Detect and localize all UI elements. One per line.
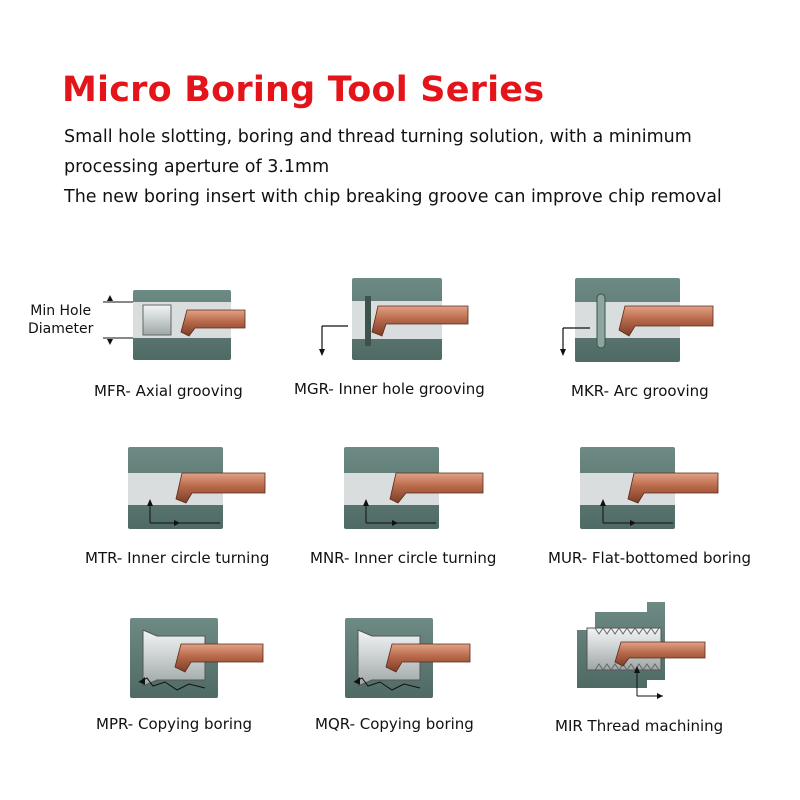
inner-circle-turning-mnr-illustration [298,445,538,545]
tool-mur-label: MUR- Flat-bottomed boring [548,549,752,567]
tool-mkr-diagram [545,276,785,426]
inner-hole-grooving-illustration [290,276,530,376]
tool-mfr-label: MFR- Axial grooving [94,382,243,400]
tool-mpr-label: MPR- Copying boring [96,715,253,733]
description-line-2: processing aperture of 3.1mm [64,157,330,177]
tool-mir-diagram [555,598,795,748]
tool-mtr-label: MTR- Inner circle turning [85,549,270,567]
tool-mpr-diagram [95,612,335,762]
tool-mgr-label: MGR- Inner hole grooving [294,380,485,398]
description-line-3: The new boring insert with chip breaking groove can improve chip removal [64,187,722,207]
description-line-1: Small hole slotting, boring and thread turning solution, with a minimum [64,127,692,147]
inner-circle-turning-mtr-illustration [80,445,320,545]
tool-mqr-diagram [310,612,550,762]
tool-mqr-label: MQR- Copying boring [315,715,474,733]
page-title: Micro Boring Tool Series [62,70,545,110]
min-hole-diameter-annotation [28,302,93,338]
tool-mnr-diagram [298,445,538,595]
copying-boring-mqr-illustration [310,612,550,712]
tool-mkr-label: MKR- Arc grooving [571,382,709,400]
tool-mgr-diagram [290,276,530,426]
tool-mtr-diagram [80,445,320,595]
thread-machining-illustration [555,598,795,708]
annotation-line-2: Diameter [28,321,94,337]
tool-mir-label: MIR Thread machining [555,717,724,735]
arc-grooving-illustration [545,276,785,376]
flat-bottomed-boring-illustration [548,445,788,545]
tool-mur-diagram [548,445,788,595]
tool-mnr-label: MNR- Inner circle turning [310,549,497,567]
copying-boring-mpr-illustration [95,612,335,712]
annotation-line-1: Min Hole [30,303,92,319]
